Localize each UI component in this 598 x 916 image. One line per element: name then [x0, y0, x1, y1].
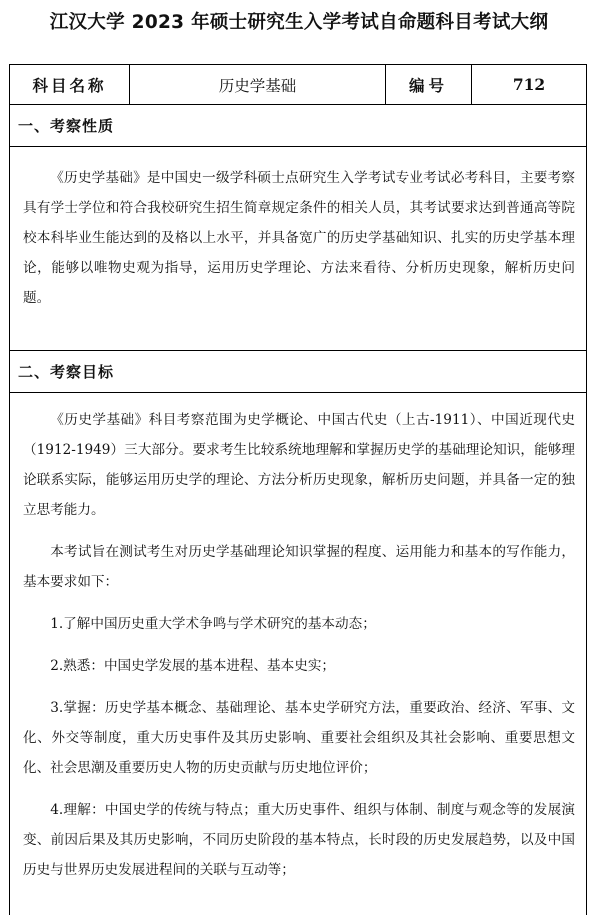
subject-name-value: 历史学基础: [130, 65, 386, 104]
section-heading-nature: 一、考察性质: [10, 105, 586, 147]
subject-name-label: 科目名称: [10, 65, 130, 104]
objectives-item-1: 1.了解中国历史重大学术争鸣与学术研究的基本动态；: [50, 616, 376, 632]
objectives-item-4: 4.理解：中国史学的传统与特点；重大历史事件、组织与体制、制度与观念等的发展演变、前因后果及其历史影响，不同历史阶段的基本特点，长时段的历史发展趋势，以及中国历史与世界历史发展进程间的关联与互动等；: [23, 802, 575, 878]
subject-info-row: [10, 65, 586, 105]
subject-code-value: 712: [512, 75, 546, 94]
objectives-item-3: 3.掌握：历史学基本概念、基础理论、基本史学研究方法，重要政治、经济、军事、文化、外交等制度，重大历史事件及其历史影响、重要社会组织及其社会影响、重要思想文化、社会思潮及重要历史人物的历史贡献与历史地位评价；: [23, 700, 575, 776]
objectives-paragraph-2: 本考试旨在测试考生对历史学基础理论知识掌握的程度、运用能力和基本的写作能力，基本要求如下：: [23, 544, 575, 590]
syllabus-table: [9, 64, 587, 915]
nature-paragraph: 《历史学基础》是中国史一级学科硕士点研究生入学考试专业考试必考科目，主要考察具有学士学位和符合我校研究生招生简章规定条件的相关人员，其考试要求达到普通高等院校本科毕业生能达到的及格以上水平，并具备宽广的历史学基础知识、扎实的历史学基本理论，能够以唯物史观为指导，运用历史学理论、方法来看待、分析历史现象，解析历史问题。: [23, 170, 575, 306]
section-heading-objectives: 二、考察目标: [10, 351, 586, 393]
objectives-item-2: 2.熟悉：中国史学发展的基本进程、基本史实；: [50, 658, 336, 674]
objectives-paragraph-1: 《历史学基础》科目考察范围为史学概论、中国古代史（上古-1911）、中国近现代史（1912-1949）三大部分。要求考生比较系统地理解和掌握历史学的基础理论知识，能够理论联系实际，能够运用历史学的理论、方法分析历史现象，解析历史问题，并具备一定的独立思考能力。: [23, 412, 575, 518]
section-body-objectives: [10, 393, 586, 916]
section-body-nature: [10, 147, 586, 351]
subject-code-label: 编号: [386, 65, 472, 104]
document-title: 江汉大学 2023 年硕士研究生入学考试自命题科目考试大纲: [49, 12, 549, 33]
